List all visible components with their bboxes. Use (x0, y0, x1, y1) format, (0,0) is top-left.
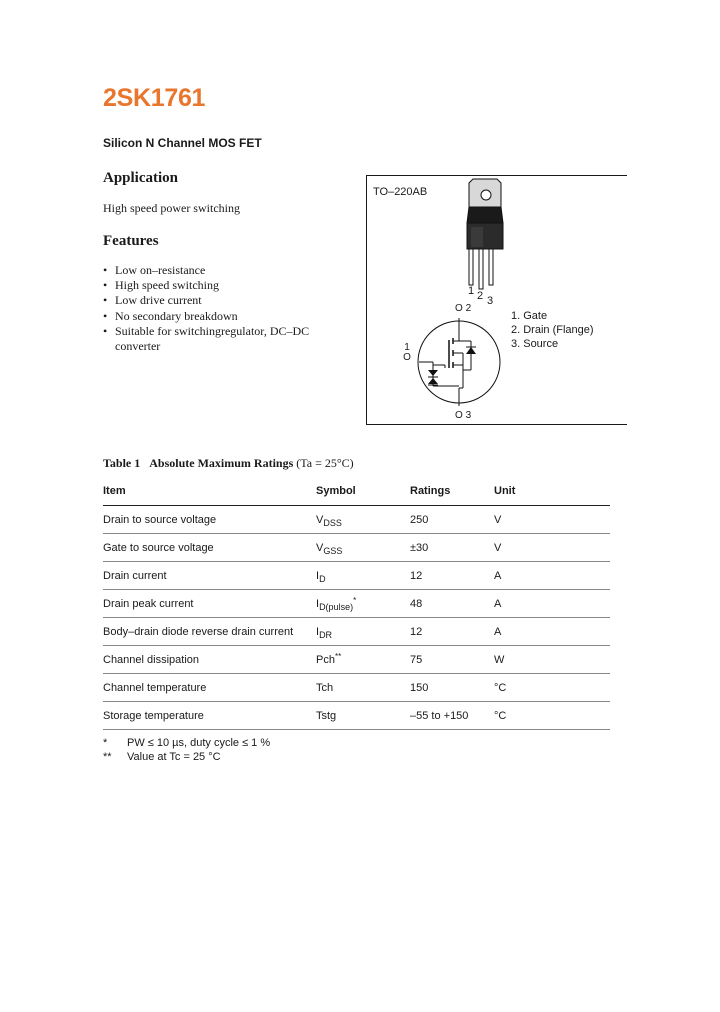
column-header-ratings: Ratings (410, 477, 494, 506)
pin-gate: 1. Gate (511, 310, 548, 322)
pin-source: 3. Source (511, 338, 559, 350)
cell-rating: 250 (410, 506, 494, 534)
cell-unit: V (494, 506, 610, 534)
feature-item: • Suitable for switchingregulator, DC–DC converter (103, 323, 310, 354)
cell-symbol: $V_{DSS}$ (316, 506, 410, 534)
package-name: TO–220AB (373, 186, 428, 198)
source-terminal-label: O 3 (455, 410, 472, 421)
table-title: Table 1 Absolute Maximum Ratings (Ta = 25°C) (103, 456, 354, 470)
device-subtitle: Silicon N Channel MOS FET (103, 136, 262, 150)
application-text: High speed power switching (103, 201, 240, 215)
absolute-max-ratings-table (103, 477, 610, 730)
mosfet-symbol-icon (415, 318, 503, 406)
pin-number-3: 3 (487, 295, 494, 307)
cell-rating: 75 (410, 646, 494, 674)
cell-unit: W (494, 646, 610, 674)
cell-symbol: Pch** (316, 646, 410, 674)
feature-item: • No secondary breakdown (103, 308, 238, 323)
table-row (103, 506, 610, 534)
drain-terminal-label: O 2 (455, 303, 472, 314)
table-row (103, 674, 610, 702)
cell-item: Drain current (103, 562, 316, 590)
cell-item: Gate to source voltage (103, 534, 316, 562)
cell-symbol: Tstg (316, 702, 410, 730)
note-line: * PW ≤ 10 µs, duty cycle ≤ 1 % (103, 737, 271, 749)
feature-item: • Low drive current (103, 293, 202, 308)
cell-rating: ±30 (410, 534, 494, 562)
cell-symbol: $V_{GSS}$ (316, 534, 410, 562)
cell-unit: A (494, 562, 610, 590)
pin-number-2: 2 (477, 290, 484, 302)
features-list (103, 263, 333, 354)
cell-symbol: $I_D$ (316, 562, 410, 590)
cell-symbol: $I_{DR}$ (316, 618, 410, 646)
table-row (103, 618, 610, 646)
table-row (103, 534, 610, 562)
cell-item: Channel dissipation (103, 646, 316, 674)
pin-number-1: 1 (468, 285, 475, 297)
cell-rating: 150 (410, 674, 494, 702)
cell-unit: °C (494, 702, 610, 730)
table-row (103, 646, 610, 674)
pin-list (511, 309, 594, 351)
feature-item: • High speed switching (103, 278, 219, 293)
cell-rating: 12 (410, 562, 494, 590)
cell-item: Drain peak current (103, 590, 316, 618)
cell-symbol: Tch (316, 674, 410, 702)
cell-item: Body–drain diode reverse drain current (103, 618, 316, 646)
cell-item: Drain to source voltage (103, 506, 316, 534)
cell-symbol: $I_{D(pulse)}^*$ (316, 590, 410, 618)
note-line: ** Value at Tc = 25 °C (103, 751, 221, 763)
cell-item: Channel temperature (103, 674, 316, 702)
cell-rating: 12 (410, 618, 494, 646)
column-header-unit: Unit (494, 477, 610, 506)
column-header-item: Item (103, 477, 316, 506)
column-header-symbol: Symbol (316, 477, 410, 506)
features-heading: Features (103, 233, 159, 249)
part-number-title: 2SK1761 (103, 84, 206, 112)
pin-drain: 2. Drain (Flange) (511, 324, 594, 336)
cell-rating: –55 to +150 (410, 702, 494, 730)
table-row (103, 702, 610, 730)
table-row (103, 590, 610, 618)
cell-rating: 48 (410, 590, 494, 618)
gate-terminal-label: 1 O (403, 342, 411, 363)
cell-unit: °C (494, 674, 610, 702)
cell-unit: A (494, 590, 610, 618)
table-header-row (103, 477, 610, 506)
to220-package-icon (455, 175, 515, 290)
application-heading: Application (103, 170, 179, 186)
table-notes (103, 736, 270, 764)
cell-unit: V (494, 534, 610, 562)
feature-item: • Low on–resistance (103, 263, 206, 277)
table-row (103, 562, 610, 590)
cell-unit: A (494, 618, 610, 646)
cell-item: Storage temperature (103, 702, 316, 730)
